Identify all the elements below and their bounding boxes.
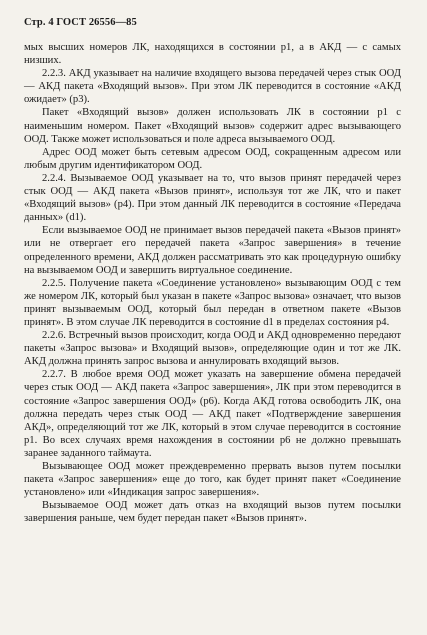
paragraph: 2.2.6. Встречный вызов происходит, когда ООД и АКД одновременно передают пакеты «Запрос вызова» и Входящий вызов», определяющие один и тот же ЛК. АКД должна принять запрос вызова и аннулировать входящий вызов. [24, 330, 401, 368]
paragraph: Если вызываемое ООД не принимает вызов передачей пакета «Вызов принят» или не отвергает его передачей пакета «Запрос завершения» в течение определенного времени, АКД должен рассматривать это как процедурную ошибку на вызываемом ООД и завершить виртуальное соединение. [24, 225, 401, 276]
paragraph: 2.2.4. Вызываемое ООД указывает на то, что вызов принят передачей через стык ООД — АКД пакета «Вызов принят», используя тот же ЛК, что и пакет «Входящий вызов» (p4). При этом данный ЛК переводится в состояние «Передача данных» (d1). [24, 172, 401, 224]
paragraph: 2.2.7. В любое время ООД может указать на завершение обмена передачей через стык ООД — АКД пакета «Запрос завершения», ЛК при этом переводится в состояние «Запрос завершения ООД» (p6). Когда АКД готова освободить ЛК, она должна передать через стык ООД — АКД пакет «Подтверждение завершения АКД», определяющий тот же ЛК, который в этом случае переводится в состояние p1. Во всех случаях время нахождения в состоянии p6 не должно превышать заранее заданного таймаута. [24, 369, 401, 459]
paragraph: Адрес ООД может быть сетевым адресом ООД, сокращенным адресом или любым другим идентификатором ООД. [24, 146, 401, 171]
paragraph: Вызывающее ООД может преждевременно прервать вызов путем посылки пакета «Запрос завершения» еще до того, как будет принят пакет «Соединение установлено» или «Индикация запрос завершения». [24, 461, 401, 499]
paragraph: 2.2.5. Получение пакета «Соединение установлено» вызывающим ООД с тем же номером ЛК, который был указан в пакете «Запрос вызова» означает, что вызов принят вызываемым ООД, который был передан в ответном пакете «Вызов принят». В этом случае ЛК переводится в состояние d1 в пределах состояния p4. [24, 277, 401, 328]
document-body [24, 41, 401, 525]
paragraph: Вызываемое ООД может дать отказ на входящий вызов путем посылки завершения раньше, чем будет передан пакет «Вызов принят». [24, 500, 401, 525]
paragraph: Пакет «Входящий вызов» должен использовать ЛК в состоянии p1 с наименьшим номером. Пакет «Входящий вызов» содержит адрес вызывающего ООД. Также может использоваться и поле адреса вызываемого ООД. [24, 107, 401, 145]
paragraph: 2.2.3. АКД указывает на наличие входящего вызова передачей через стык ООД — АКД пакета «Входящий вызов». При этом ЛК переводится в состояние «АКД ожидает» (p3). [24, 68, 401, 106]
page-header: Стр. 4 ГОСТ 26556—85 [24, 17, 137, 28]
paragraph: мых высших номеров ЛК, находящихся в состоянии p1, а в АКД — с самых низших. [24, 42, 401, 67]
